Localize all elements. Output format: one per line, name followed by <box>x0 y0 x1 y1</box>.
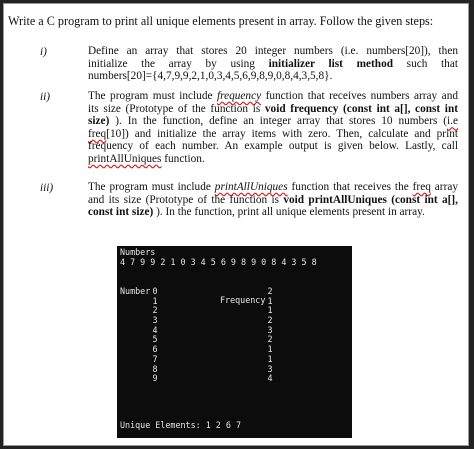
step-3-line-2: and its size (Prototype of the function is void printAllUniques (const int a[], <box>88 193 458 206</box>
step-2-line-6: printAllUniques function. <box>88 152 205 165</box>
step-1-text <box>88 45 458 83</box>
table-row: 8 3 <box>152 363 273 374</box>
unique-elements-line: Unique Elements: 1 2 6 7 <box>120 420 242 430</box>
step-3-line-3: const int size) ). In the function, print all unique elements present in array. <box>88 206 425 219</box>
document-page <box>3 3 469 446</box>
table-row: 7 1 <box>152 353 273 364</box>
step-2-line-1: The program must include frequency function that receives numbers array and <box>88 90 458 102</box>
table-row: 9 4 <box>152 373 273 384</box>
step-2-line-5: frequency of each number. An example output is given below. Lastly, call <box>88 140 458 153</box>
assignment-heading: Write a C program to print all unique elements present in array. Follow the given steps: <box>8 14 434 28</box>
numbers-line: 4 7 9 9 2 1 0 3 4 5 6 9 8 9 0 8 4 3 5 8 <box>120 256 317 267</box>
frequency-column-header: Frequency <box>220 295 266 306</box>
number-column-header: Number <box>120 285 151 296</box>
step-number-3: iii) <box>40 182 54 194</box>
step-2-line-4: freq[10]) and initialize the array items with zero. Then, calculate and print <box>88 127 458 140</box>
table-row: 6 1 <box>152 344 273 355</box>
frequency-table <box>120 287 346 384</box>
table-row: 1 1 <box>152 295 273 306</box>
step-number-1: i) <box>40 46 47 58</box>
numbers-label: Numbers <box>120 247 156 257</box>
step-3-line-1: The program must include printAllUniques function that receives the freq array <box>88 181 458 193</box>
step-1-line-3: numbers[20]={4,7,9,9,2,1,0,3,4,5,6,9,8,9,0,8,4,3,5,8}. <box>88 70 333 83</box>
step-1-line-1: Define an array that stores 20 integer numbers (i.e. numbers[20]), then <box>88 45 458 57</box>
step-2-line-3: size) ). In the function, define an integer array that stores 10 numbers (i.e <box>88 115 458 128</box>
table-row: 2 1 <box>152 305 273 316</box>
table-row: 0 2 <box>152 286 273 296</box>
step-1-line-2: initialize the array by using initializer list method such that <box>88 57 458 70</box>
step-number-2: ii) <box>40 91 51 103</box>
console-output <box>117 246 352 438</box>
table-row: 5 2 <box>152 334 273 345</box>
step-2-line-2: its size (Prototype of the function is void frequency (const int a[], const int <box>88 102 458 115</box>
step-3-text <box>88 181 458 219</box>
table-row: 3 2 <box>152 315 273 326</box>
step-2-text <box>88 90 458 166</box>
table-row: 4 3 <box>152 324 273 335</box>
